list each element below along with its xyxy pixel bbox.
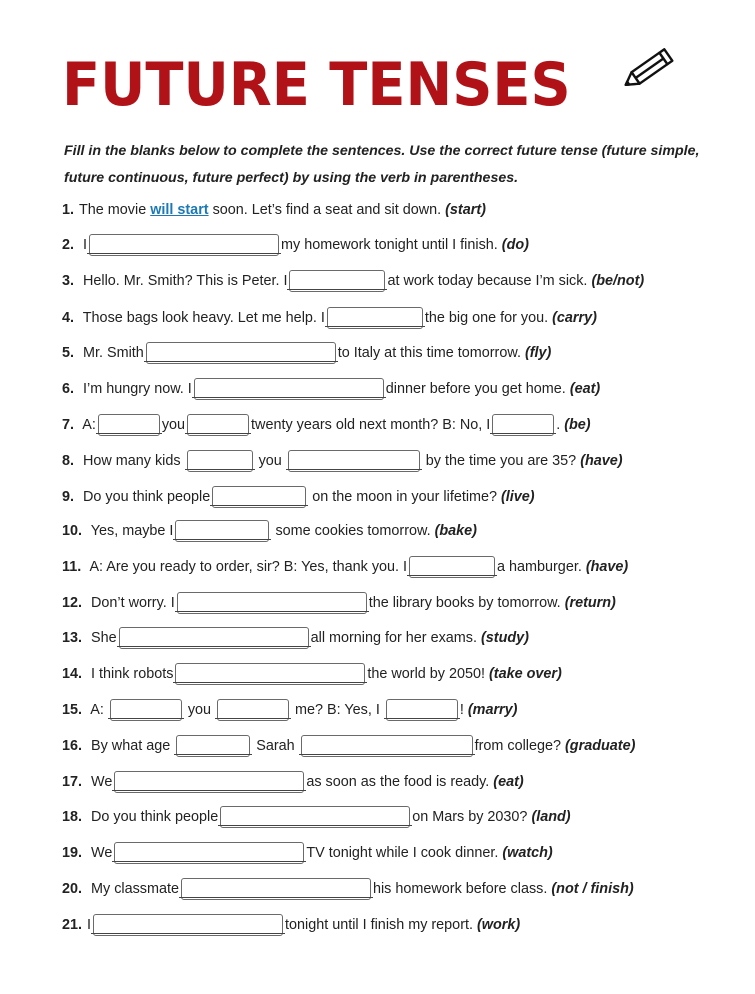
question-number: 19. xyxy=(62,845,83,861)
question-11 xyxy=(62,553,742,581)
answer-blank[interactable] xyxy=(89,234,279,256)
question-1 xyxy=(62,196,742,224)
question-text: twenty years old next month? B: No, I xyxy=(251,417,491,433)
verb-hint: (marry) xyxy=(467,702,518,718)
verb-hint: (study) xyxy=(480,630,529,646)
question-text: How many kids xyxy=(83,453,181,469)
question-number: 15. xyxy=(62,702,83,718)
verb-hint: (be) xyxy=(564,417,591,433)
question-text: I xyxy=(83,237,88,253)
question-text: ! xyxy=(459,702,464,718)
answer-blank[interactable] xyxy=(98,414,160,436)
question-text: A: xyxy=(90,702,104,718)
answer-blank[interactable] xyxy=(114,771,304,793)
verb-hint: (have) xyxy=(585,559,629,575)
answer-blank[interactable] xyxy=(93,914,283,936)
question-text: Hello. Mr. Smith? This is Peter. I xyxy=(83,273,288,289)
answer-blank[interactable] xyxy=(181,878,371,900)
question-text: She xyxy=(91,630,117,646)
question-text: . xyxy=(556,417,561,433)
question-number: 21. xyxy=(62,917,83,933)
question-number: 16. xyxy=(62,738,83,754)
question-6 xyxy=(62,375,742,403)
verb-hint: (fly) xyxy=(524,345,552,361)
question-number: 11. xyxy=(62,559,82,575)
question-text: My classmate xyxy=(91,881,179,897)
question-16 xyxy=(62,732,742,760)
question-text: Sarah xyxy=(256,738,295,754)
answer-blank[interactable] xyxy=(492,414,554,436)
verb-hint: (land) xyxy=(531,809,571,825)
question-text: at work today because I’m sick. xyxy=(387,273,588,289)
answer-blank[interactable] xyxy=(146,342,336,364)
question-number: 2. xyxy=(62,237,75,253)
question-18 xyxy=(62,803,742,831)
answer-blank[interactable] xyxy=(409,556,495,578)
question-text: We xyxy=(91,845,113,861)
verb-hint: (carry) xyxy=(552,310,597,326)
question-4 xyxy=(62,304,742,332)
answer-blank[interactable] xyxy=(187,450,253,472)
question-text: dinner before you get home. xyxy=(385,381,566,397)
instructions: Fill in the blanks below to complete the sentences. Use the correct future tense (future simple, future continuous, future perfect) by using the verb in parentheses. xyxy=(64,143,700,187)
question-text: me? B: Yes, I xyxy=(295,702,380,718)
answer-blank[interactable] xyxy=(176,735,250,757)
verb-hint: (not / finish) xyxy=(551,881,634,897)
answer-blank[interactable] xyxy=(217,699,289,721)
question-19 xyxy=(62,839,742,867)
verb-hint: (graduate) xyxy=(565,738,636,754)
question-number: 18. xyxy=(62,809,83,825)
pencil-icon xyxy=(620,45,678,97)
question-20 xyxy=(62,875,742,903)
question-8 xyxy=(62,447,742,475)
question-text: I’m hungry now. I xyxy=(83,381,192,397)
answer-blank[interactable] xyxy=(114,842,304,864)
answer-blank[interactable] xyxy=(194,378,384,400)
question-text: A: Are you ready to order, sir? B: Yes, thank you. I xyxy=(89,559,408,575)
answer-blank[interactable] xyxy=(386,699,458,721)
question-text: from college? xyxy=(474,738,562,754)
question-text: the big one for you. xyxy=(424,310,549,326)
question-text: as soon as the food is ready. xyxy=(306,774,490,790)
question-number: 12. xyxy=(62,595,83,611)
answer-blank[interactable] xyxy=(175,663,365,685)
question-number: 9. xyxy=(62,489,75,505)
question-10 xyxy=(62,517,742,545)
answer-blank[interactable] xyxy=(301,735,473,757)
verb-hint: (start) xyxy=(441,202,486,218)
verb-hint: (bake) xyxy=(434,523,477,539)
answer-blank[interactable] xyxy=(327,307,423,329)
question-text: Do you think people xyxy=(83,489,211,505)
question-text: By what age xyxy=(91,738,171,754)
answer-blank[interactable] xyxy=(289,270,385,292)
question-text: you xyxy=(187,702,212,718)
question-7 xyxy=(62,411,742,439)
question-text: a hamburger. xyxy=(497,559,582,575)
question-number: 14. xyxy=(62,666,83,682)
question-number: 7. xyxy=(62,417,75,433)
question-text: my homework tonight until I finish. xyxy=(281,237,498,253)
question-text: you xyxy=(258,453,282,469)
question-number: 1. xyxy=(62,202,75,218)
question-number: 10. xyxy=(62,523,83,539)
answer-blank[interactable] xyxy=(119,627,309,649)
question-text: all morning for her exams. xyxy=(310,630,477,646)
question-number: 17. xyxy=(62,774,83,790)
verb-hint: (return) xyxy=(564,595,616,611)
question-text: by the time you are 35? xyxy=(425,453,577,469)
question-text: A: xyxy=(82,417,96,433)
question-text: I think robots xyxy=(91,666,174,682)
question-2 xyxy=(62,231,742,259)
question-text: tonight until I finish my report. xyxy=(285,917,473,933)
question-text: his homework before class. xyxy=(372,881,548,897)
question-number: 4. xyxy=(62,310,75,326)
example-answer: will start xyxy=(150,202,209,218)
question-text: to Italy at this time tomorrow. xyxy=(337,345,521,361)
question-text: the world by 2050! xyxy=(367,666,486,682)
verb-hint: (eat) xyxy=(569,381,601,397)
question-text: We xyxy=(91,774,113,790)
question-text: Don’t worry. I xyxy=(91,595,175,611)
question-number: 6. xyxy=(62,381,75,397)
question-number: 20. xyxy=(62,881,83,897)
question-text: the library books by tomorrow. xyxy=(368,595,561,611)
question-text: on Mars by 2030? xyxy=(412,809,528,825)
question-text: on the moon in your lifetime? xyxy=(312,489,498,505)
verb-hint: (do) xyxy=(501,237,529,253)
question-12 xyxy=(62,589,742,617)
verb-hint: (have) xyxy=(580,453,623,469)
answer-blank[interactable] xyxy=(288,450,420,472)
question-15 xyxy=(62,696,742,724)
question-5 xyxy=(62,339,742,367)
question-number: 13. xyxy=(62,630,83,646)
verb-hint: (take over) xyxy=(489,666,562,682)
answer-blank[interactable] xyxy=(177,592,367,614)
question-text: you xyxy=(161,417,186,433)
question-number: 5. xyxy=(62,345,75,361)
question-9 xyxy=(62,483,742,511)
answer-blank[interactable] xyxy=(110,699,182,721)
question-text: Do you think people xyxy=(91,809,219,825)
question-text: I xyxy=(87,917,92,933)
question-3 xyxy=(62,267,742,295)
answer-blank[interactable] xyxy=(212,486,306,508)
verb-hint: (live) xyxy=(501,489,535,505)
question-text: TV tonight while I cook dinner. xyxy=(306,845,499,861)
verb-hint: (be/not) xyxy=(591,273,645,289)
question-text: some cookies tomorrow. xyxy=(275,523,431,539)
question-13 xyxy=(62,624,742,652)
verb-hint: (watch) xyxy=(502,845,553,861)
question-17 xyxy=(62,768,742,796)
answer-blank[interactable] xyxy=(187,414,249,436)
question-14 xyxy=(62,660,742,688)
question-text: Mr. Smith xyxy=(83,345,144,361)
question-text: Those bags look heavy. Let me help. I xyxy=(82,310,325,326)
question-number: 3. xyxy=(62,273,75,289)
answer-blank[interactable] xyxy=(220,806,410,828)
verb-hint: (eat) xyxy=(493,774,524,790)
question-text: The movie xyxy=(79,202,151,218)
question-text: Yes, maybe I xyxy=(90,523,174,539)
answer-blank[interactable] xyxy=(175,520,269,542)
verb-hint: (work) xyxy=(476,917,521,933)
page-title: FUTURE TENSES xyxy=(62,50,571,120)
question-text: soon. Let’s find a seat and sit down. xyxy=(208,202,442,218)
question-21 xyxy=(62,911,742,939)
question-number: 8. xyxy=(62,453,75,469)
